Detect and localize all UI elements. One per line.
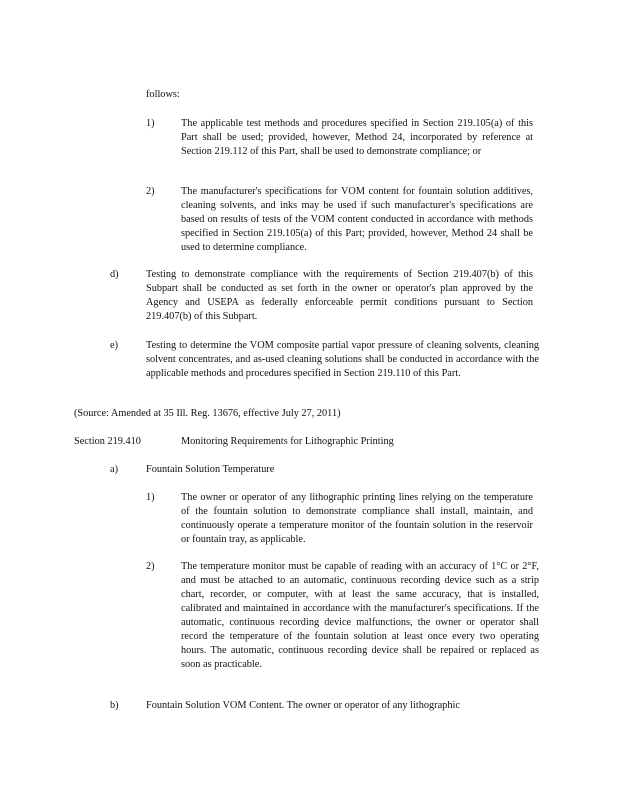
section-number: Section 219.410: [74, 436, 141, 447]
source-note: (Source: Amended at 35 Ill. Reg. 13676, effective July 27, 2011): [74, 408, 341, 419]
item-e-text: Testing to determine the VOM composite partial vapor pressure of cleaning solvents, cleaning solvent concentrates, and as-used cleaning solutions shall be conducted in accordance with the applicable methods and procedures specified in Section 219.110 of this Part.: [146, 340, 539, 379]
item-a2-label: 2): [146, 561, 155, 572]
item-1-text: The applicable test methods and procedures specified in Section 219.105(a) of this Part shall be used; provided, however, Method 24, incorporated by reference at Section 219.112 of this Part, shall be used to demonstrate compliance; or: [181, 118, 533, 157]
item-b-label: b): [110, 700, 119, 711]
item-a1-label: 1): [146, 492, 155, 503]
item-b-text: Fountain Solution VOM Content. The owner or operator of any lithographic: [146, 700, 460, 711]
item-a2-text: The temperature monitor must be capable of reading with an accuracy of 1°C or 2°F, and must be attached to an automatic, continuous recording device such as a strip chart, recorder, or computer, with at least the same accuracy, that is installed, calibrated and maintained in accordance with the manufacturer's specifications. If the automatic, continuous recording device malfunctions, the owner or operator shall record the temperature of the fountain solution at least once every two operating hours. The automatic, continuous recording device shall be repaired or replaced as soon as practicable.: [181, 561, 539, 670]
item-a-heading: Fountain Solution Temperature: [146, 464, 275, 475]
item-2-label: 2): [146, 186, 155, 197]
item-e-label: e): [110, 340, 118, 351]
intro-text: follows:: [146, 89, 180, 100]
item-a1-text: The owner or operator of any lithographic printing lines relying on the temperature of the fountain solution to demonstrate compliance shall install, maintain, and continuously operate a temperature monitor of the fountain solution in the reservoir or fountain tray, as applicable.: [181, 492, 533, 545]
item-d-label: d): [110, 269, 119, 280]
item-d-text: Testing to demonstrate compliance with the requirements of Section 219.407(b) of this Subpart shall be conducted as set forth in the owner or operator's plan approved by the Agency and USEPA as federally enforceable permit conditions pursuant to Section 219.407(b) of this Subpart.: [146, 269, 533, 322]
item-a-label: a): [110, 464, 118, 475]
item-2-text: The manufacturer's specifications for VOM content for fountain solution additives, cleaning solvents, and inks may be used if such manufacturer's specifications are based on results of tests of the VOM content conducted in accordance with methods specified in Section 219.105(a) of this Part; provided, however, Method 24 shall be used to determine compliance.: [181, 186, 533, 253]
item-1-label: 1): [146, 118, 155, 129]
section-title: Monitoring Requirements for Lithographic Printing: [181, 436, 394, 447]
